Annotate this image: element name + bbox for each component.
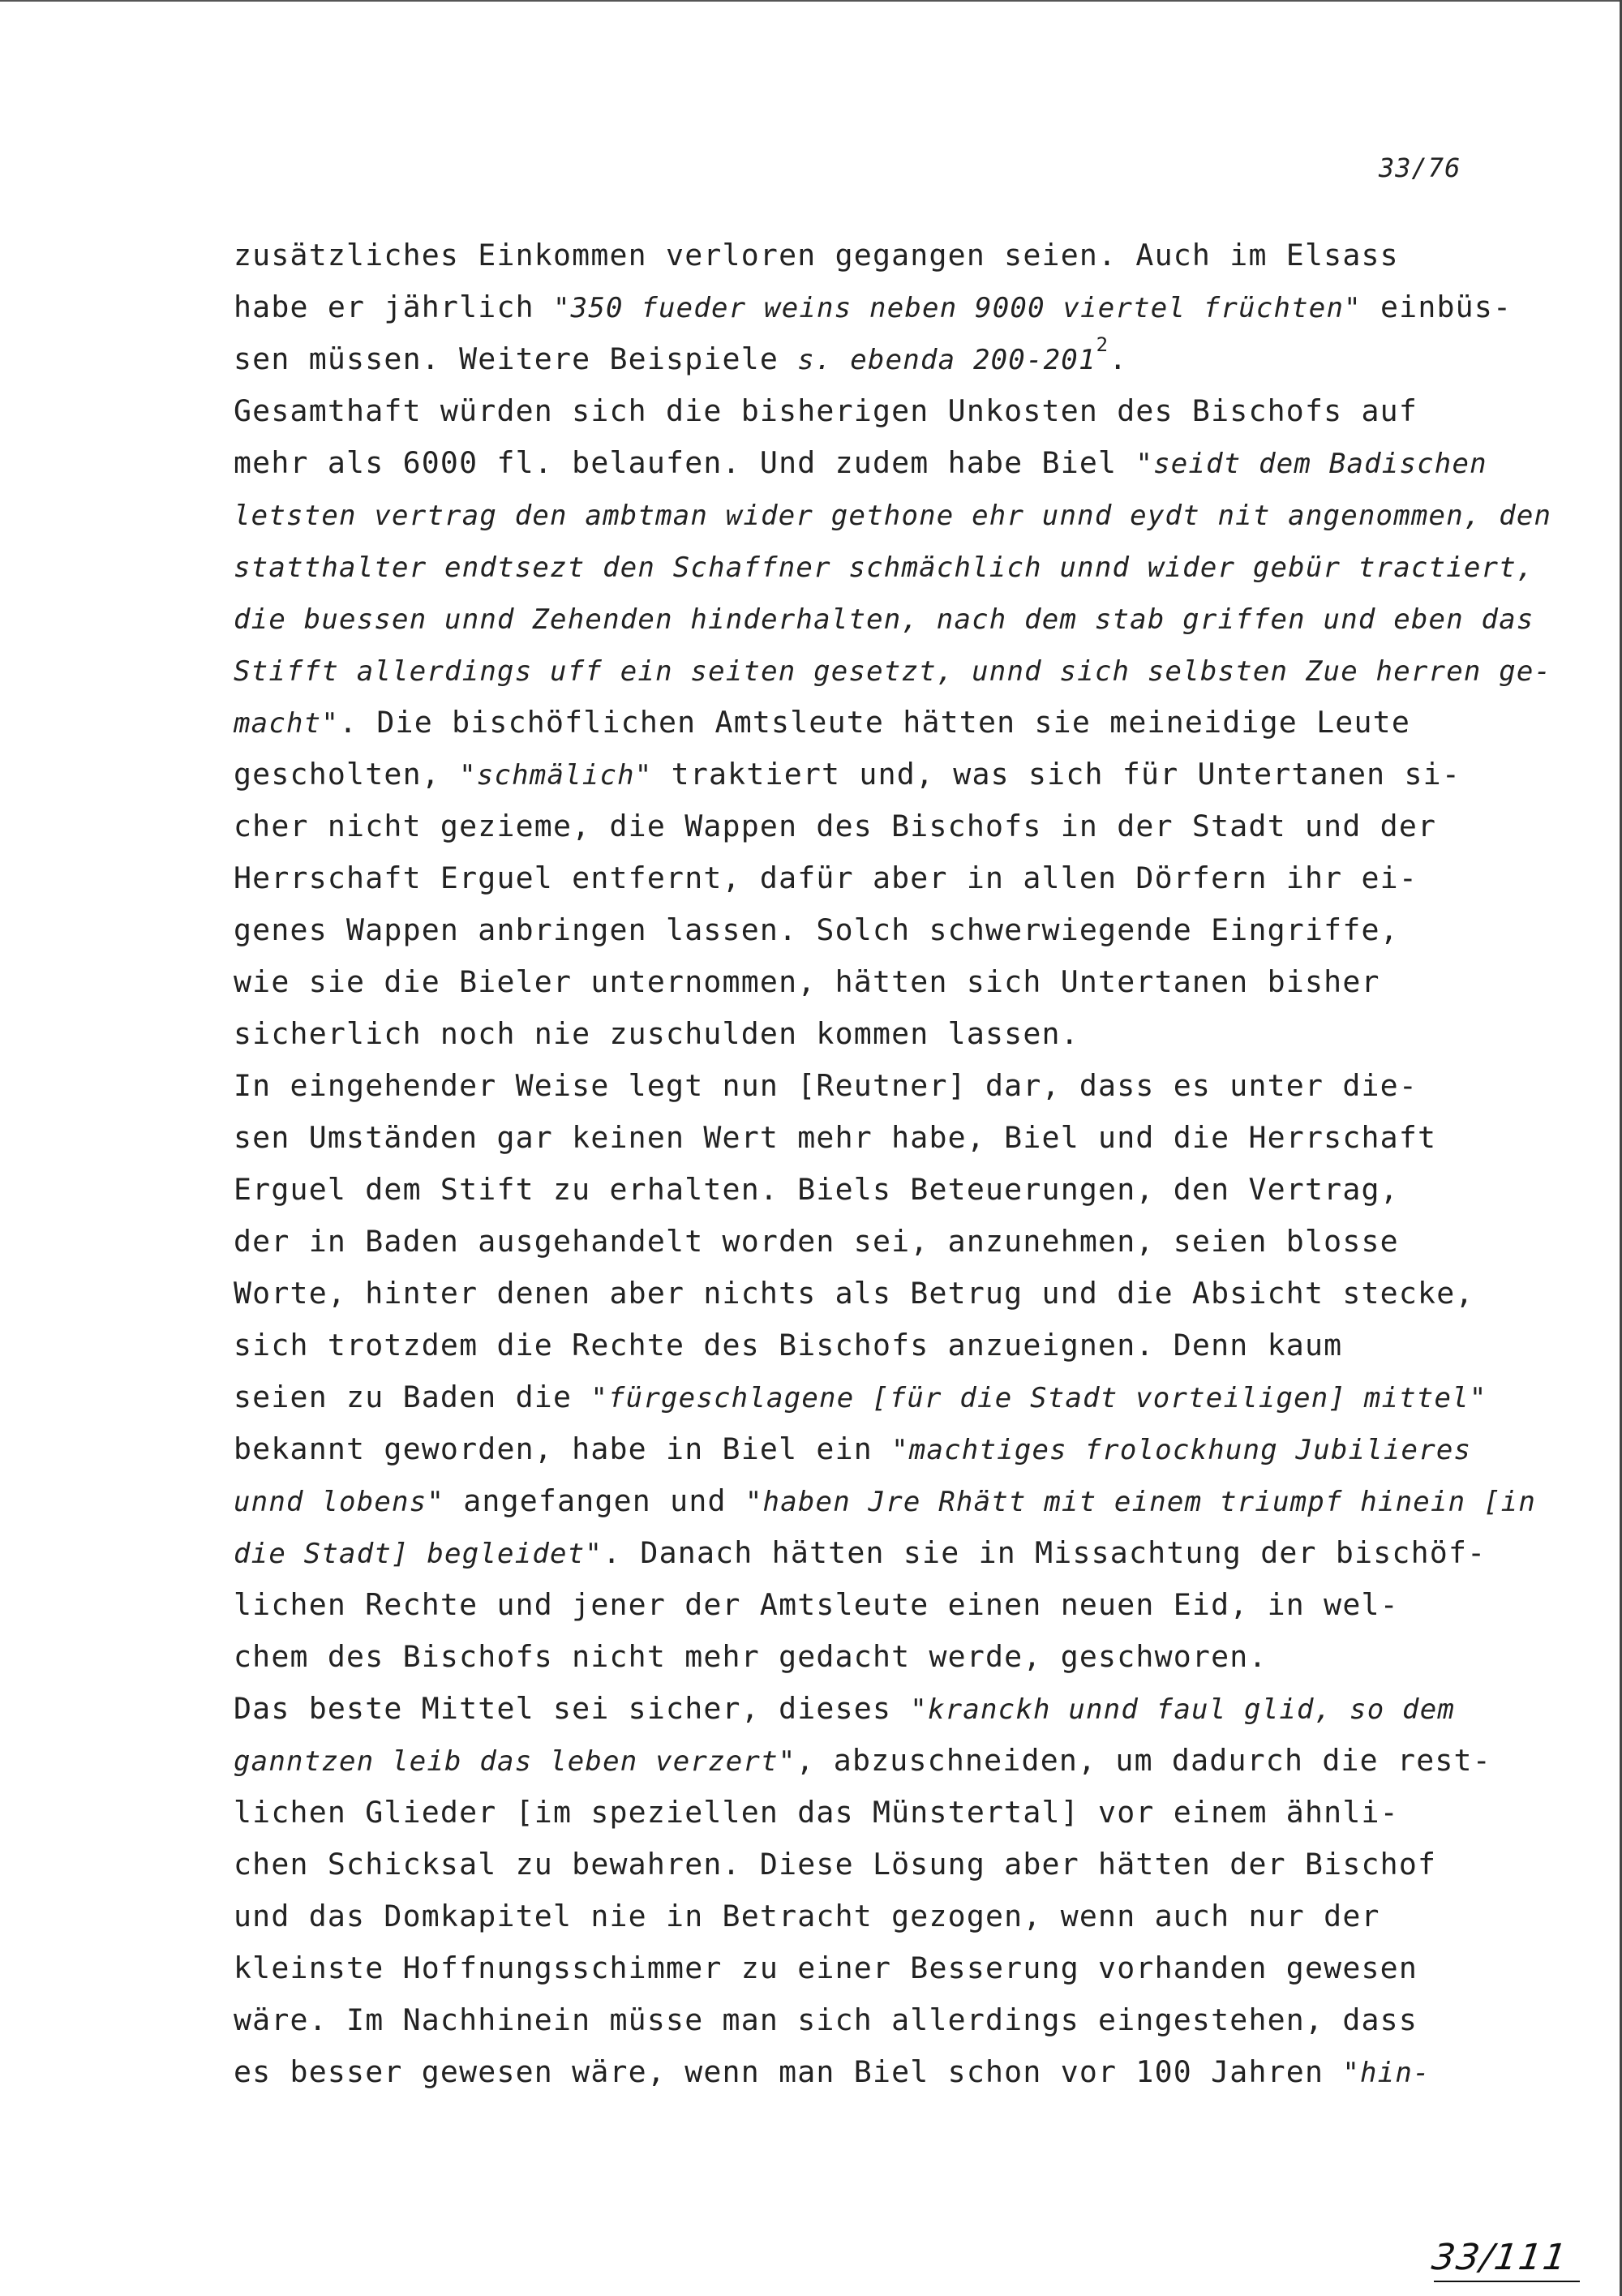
text-segment: . <box>1109 341 1128 376</box>
page-border-top <box>0 0 1622 2</box>
text-line <box>234 2046 1580 2098</box>
page-number: 33/76 <box>1379 152 1461 183</box>
body-text <box>234 230 1580 2098</box>
text-segment: gescholten, <box>234 757 460 792</box>
handwritten-underline <box>1434 2281 1580 2282</box>
text-segment: , abzuschneiden, um dadurch die rest- <box>796 1743 1491 1778</box>
quoted-source-text: "haben Jre Rhätt mit einem triumpf hinein [in <box>744 1486 1536 1518</box>
text-line <box>234 697 1580 749</box>
quoted-source-text: unnd lobens" <box>234 1486 445 1518</box>
text-segment: . Die bischöflichen Amtsleute hätten sie meineidige Leute <box>339 705 1410 740</box>
quoted-source-text: "350 fueder weins neben 9000 viertel früchten" <box>552 292 1362 324</box>
text-line <box>234 1735 1580 1787</box>
text-line <box>234 852 1580 904</box>
text-line <box>234 1683 1580 1735</box>
text-segment: . Danach hätten sie in Missachtung der bischöf- <box>603 1535 1487 1570</box>
text-segment: zusätzliches Einkommen verloren gegangen seien. Auch im Elsass <box>234 238 1399 273</box>
quoted-source-text: die buessen unnd Zehenden hinderhalten, nach dem stab griffen und eben das <box>234 603 1534 636</box>
text-segment: Gesamthaft würden sich die bisherigen Unkosten des Bischofs auf <box>234 393 1418 428</box>
text-segment: wie sie die Bieler unternommen, hätten sich Untertanen bisher <box>234 964 1380 999</box>
text-line <box>234 1942 1580 1994</box>
text-line <box>234 437 1580 489</box>
quoted-source-text: die Stadt] begleidet" <box>234 1538 603 1570</box>
text-segment: Herrschaft Erguel entfernt, dafür aber in allen Dörfern ihr ei- <box>234 860 1418 895</box>
text-line <box>234 1839 1580 1890</box>
quoted-source-text: Stifft allerdings uff ein seiten gesetzt, unnd sich selbsten Zue herren ge- <box>234 655 1552 688</box>
text-line <box>234 489 1580 541</box>
text-line <box>234 1579 1580 1631</box>
text-line <box>234 1008 1580 1060</box>
text-line <box>234 1475 1580 1527</box>
text-segment: mehr als 6000 fl. belaufen. Und zudem habe Biel <box>234 445 1136 480</box>
quoted-source-text: letsten vertrag den ambtman wider gethone ehr unnd eydt nit angenommen, den <box>234 500 1552 532</box>
text-segment: In eingehender Weise legt nun [Reutner] dar, dass es unter die- <box>234 1068 1418 1103</box>
text-segment: einbüs- <box>1361 290 1513 324</box>
text-segment: sicherlich noch nie zuschulden kommen lassen. <box>234 1016 1079 1051</box>
text-line <box>234 230 1580 281</box>
text-line <box>234 1371 1580 1423</box>
text-segment: es besser gewesen wäre, wenn man Biel schon vor 100 Jahren <box>234 2054 1343 2089</box>
text-line <box>234 593 1580 645</box>
text-segment: chem des Bischofs nicht mehr gedacht werde, geschworen. <box>234 1639 1268 1674</box>
text-segment: und das Domkapitel nie in Betracht gezogen, wenn auch nur der <box>234 1899 1380 1933</box>
text-line <box>234 1423 1580 1475</box>
quoted-source-text: ganntzen leib das leben verzert" <box>234 1745 796 1778</box>
text-segment: bekannt geworden, habe in Biel ein <box>234 1431 892 1466</box>
text-segment: wäre. Im Nachhinein müsse man sich allerdings eingestehen, dass <box>234 2002 1418 2037</box>
text-segment: traktiert und, was sich für Untertanen si- <box>652 757 1461 792</box>
text-line <box>234 385 1580 437</box>
text-line <box>234 541 1580 593</box>
text-segment: lichen Rechte und jener der Amtsleute einen neuen Eid, in wel- <box>234 1587 1399 1622</box>
text-line <box>234 956 1580 1008</box>
text-segment: lichen Glieder [im speziellen das Münstertal] vor einem ähnli- <box>234 1795 1399 1830</box>
text-line <box>234 1994 1580 2046</box>
handwritten-page-number: 33/111 <box>1429 2237 1571 2278</box>
quoted-source-text: "schmälich" <box>459 759 653 792</box>
text-line <box>234 281 1580 333</box>
text-segment: Worte, hinter denen aber nichts als Betrug und die Absicht stecke, <box>234 1276 1474 1311</box>
text-segment: angefangen und <box>444 1483 745 1518</box>
text-line <box>234 1268 1580 1320</box>
text-line <box>234 1112 1580 1164</box>
text-line <box>234 645 1580 697</box>
text-segment: der in Baden ausgehandelt worden sei, anzunehmen, seien blosse <box>234 1224 1399 1259</box>
quoted-source-text: s. ebenda 200-201 <box>797 344 1096 376</box>
text-segment: Das beste Mittel sei sicher, dieses <box>234 1691 911 1726</box>
text-segment: cher nicht gezieme, die Wappen des Bischofs in der Stadt und der <box>234 809 1437 843</box>
text-line <box>234 800 1580 852</box>
text-line <box>234 1060 1580 1112</box>
text-segment: genes Wappen anbringen lassen. Solch schwerwiegende Eingriffe, <box>234 912 1399 947</box>
text-line <box>234 1320 1580 1371</box>
text-segment: chen Schicksal zu bewahren. Diese Lösung aber hätten der Bischof <box>234 1847 1437 1882</box>
text-segment: habe er jährlich <box>234 290 553 324</box>
text-segment: sen Umständen gar keinen Wert mehr habe, Biel und die Herrschaft <box>234 1120 1437 1155</box>
quoted-source-text: "seidt dem Badischen <box>1135 448 1487 480</box>
text-segment: Erguel dem Stift zu erhalten. Biels Beteuerungen, den Vertrag, <box>234 1172 1399 1207</box>
text-line <box>234 904 1580 956</box>
text-line <box>234 749 1580 800</box>
text-line <box>234 333 1580 385</box>
text-line <box>234 1527 1580 1579</box>
text-line <box>234 1631 1580 1683</box>
text-segment: sich trotzdem die Rechte des Bischofs anzueignen. Denn kaum <box>234 1328 1343 1363</box>
text-segment: seien zu Baden die <box>234 1380 591 1414</box>
text-segment: kleinste Hoffnungsschimmer zu einer Besserung vorhanden gewesen <box>234 1951 1418 1985</box>
text-line <box>234 1890 1580 1942</box>
quoted-source-text: "fürgeschlagene [für die Stadt vorteiligen] mittel" <box>590 1382 1487 1414</box>
text-segment: sen müssen. Weitere Beispiele <box>234 341 798 376</box>
text-line <box>234 1787 1580 1839</box>
quoted-source-text: macht" <box>234 707 340 740</box>
text-line <box>234 1216 1580 1268</box>
footnote-marker: 2 <box>1096 333 1109 356</box>
quoted-source-text: "machtiges frolockhung Jubilieres <box>891 1434 1472 1466</box>
text-line <box>234 1164 1580 1216</box>
quoted-source-text: "hin- <box>1342 2057 1431 2089</box>
quoted-source-text: "kranckh unnd faul glid, so dem <box>910 1693 1456 1726</box>
quoted-source-text: statthalter endtsezt den Schaffner schmächlich unnd wider gebür tractiert, <box>234 551 1534 584</box>
